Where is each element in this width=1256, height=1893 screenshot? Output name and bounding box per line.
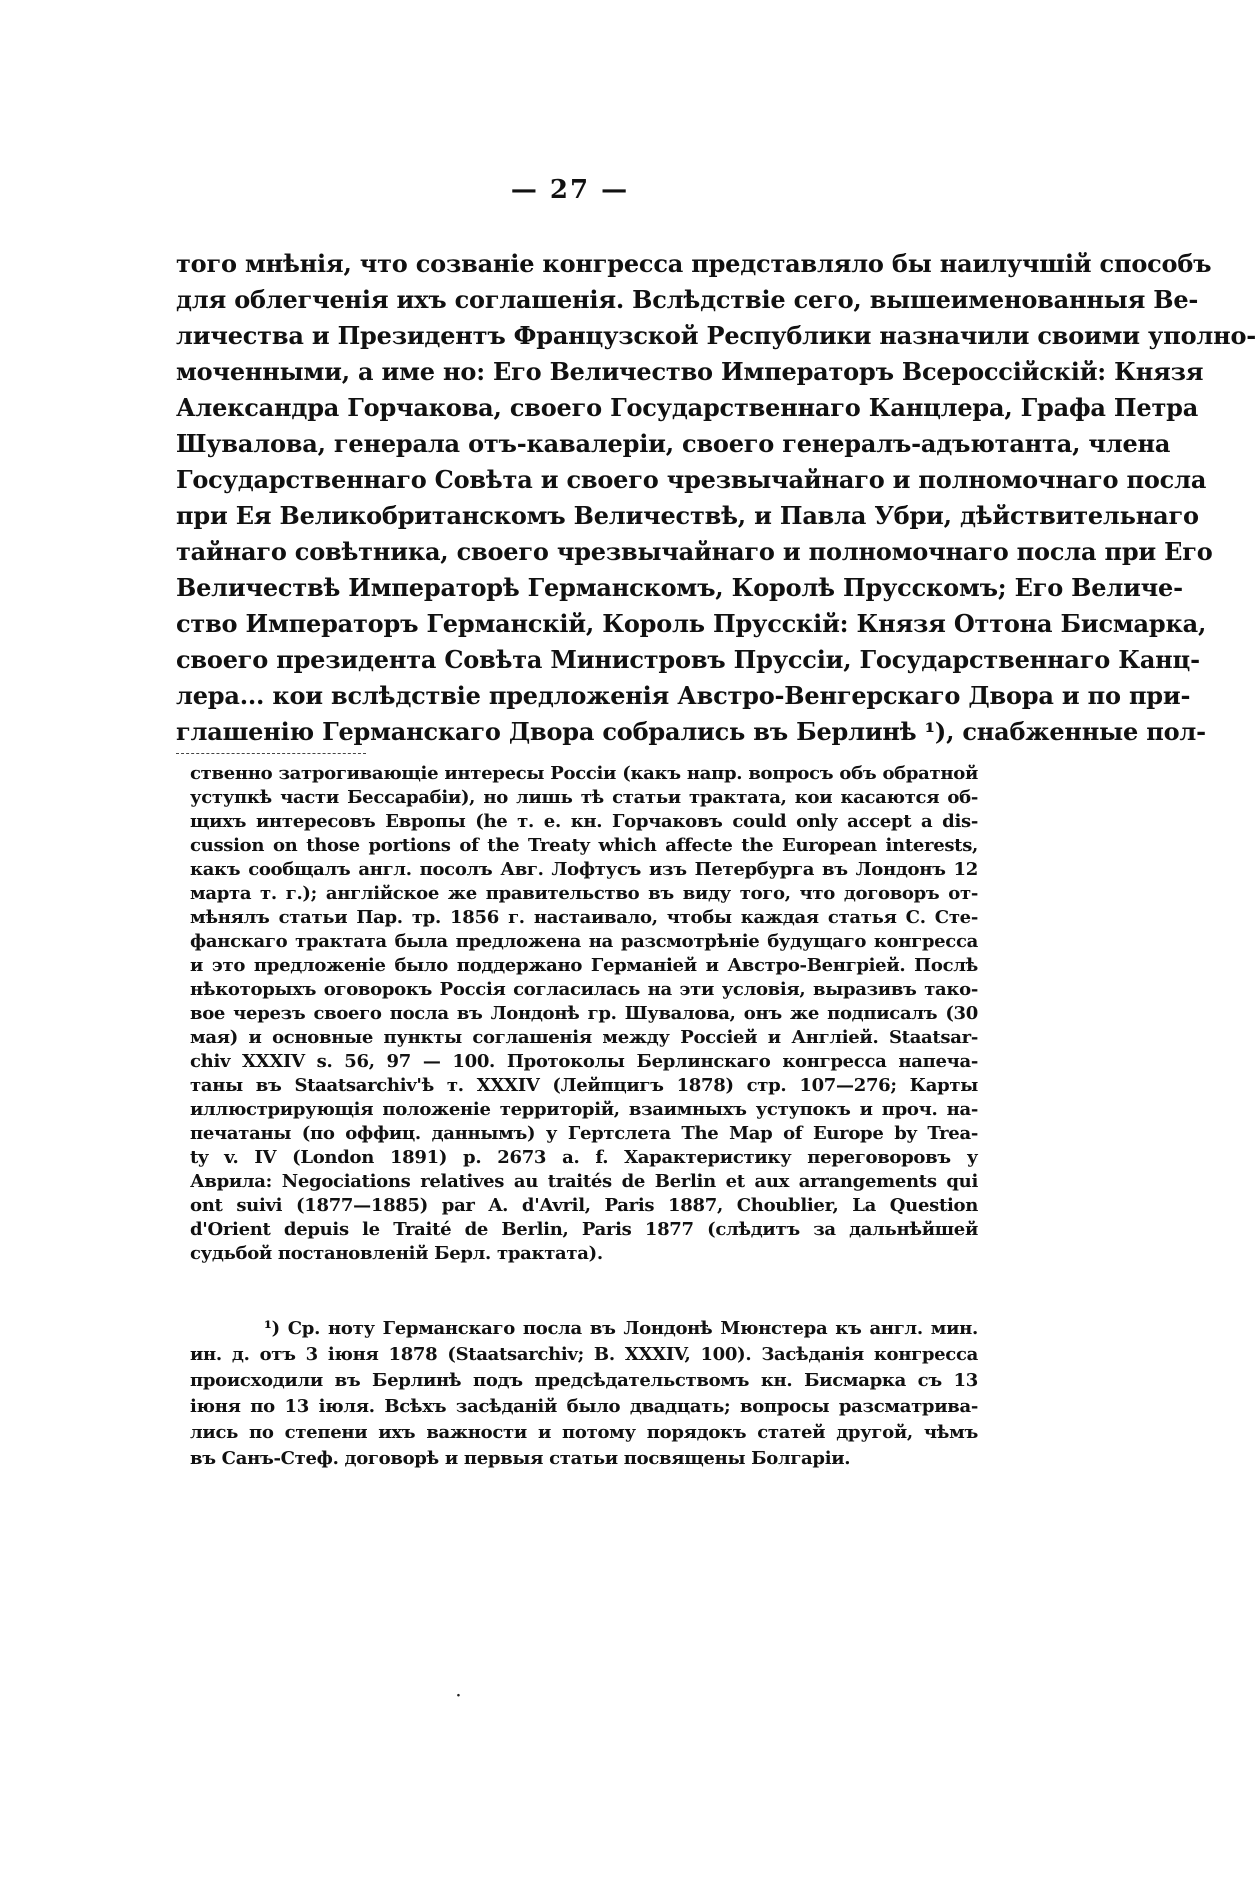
footnote-line: d'Orient depuis le Traité de Berlin, Paris 1877 (слѣдитъ за дальнѣйшей <box>190 1219 978 1240</box>
footnote-line: іюня по 13 іюля. Всѣхъ засѣданій было двадцать; вопросы разсматрива- <box>190 1396 978 1417</box>
page-number: — 27 — <box>510 175 630 205</box>
footnote-line: ¹) Ср. ноту Германскаго посла въ Лондонѣ Мюнстера къ англ. мин. <box>264 1318 978 1339</box>
footnote-line: мая) и основные пункты соглашенія между Россіей и Англіей. Staatsar- <box>190 1027 978 1048</box>
main-text-line: Величествѣ Императорѣ Германскомъ, Королѣ Прусскомъ; Его Величе- <box>176 573 1183 602</box>
footnote-line: иллюстрирующія положеніе территорій, взаимныхъ уступокъ и проч. на- <box>190 1099 978 1120</box>
footnote-line: уступкѣ части Бессарабіи), но лишь тѣ статьи трактата, кои касаются об- <box>190 787 978 808</box>
footnote-line: происходили въ Берлинѣ подъ предсѣдательствомъ кн. Бисмарка съ 13 <box>190 1370 978 1391</box>
main-text-line: при Ея Великобританскомъ Величествѣ, и Павла Убри, дѣйствительнаго <box>176 501 1199 530</box>
footnote-line: лись по степени ихъ важности и потому порядокъ статей другой, чѣмъ <box>190 1422 978 1443</box>
footnote-line: ont suivi (1877—1885) par A. d'Avril, Paris 1887, Choublier, La Question <box>190 1195 978 1216</box>
footnote-line: судьбой постановленій Берл. трактата). <box>190 1243 603 1264</box>
footnote-line: въ Санъ-Стеф. договорѣ и первыя статьи посвящены Болгаріи. <box>190 1448 851 1469</box>
footnote-line: вое черезъ своего посла въ Лондонѣ гр. Шувалова, онъ же подписалъ (30 <box>190 1003 978 1024</box>
footnote-line: мѣнялъ статьи Пар. тр. 1856 г. настаивало, чтобы каждая статья С. Сте- <box>190 907 978 928</box>
footnote-line: щихъ интересовъ Европы (he т. е. кн. Горчаковъ could only accept a dis- <box>190 811 978 832</box>
footnote-line: chiv XXXIV s. 56, 97 — 100. Протоколы Берлинскаго конгресса напеча- <box>190 1051 978 1072</box>
main-text-line: лера... кои вслѣдствіе предложенія Австро-Венгерскаго Двора и по при- <box>176 681 1191 710</box>
main-text-line: Государственнаго Совѣта и своего чрезвычайнаго и полномочнаго посла <box>176 465 1207 494</box>
footnote-line: и это предложеніе было поддержано Германіей и Австро-Венгріей. Послѣ <box>190 955 978 976</box>
main-text-line: для облегченія ихъ соглашенія. Вслѣдствіе сего, вышеименованныя Ве- <box>176 285 1199 314</box>
main-text-line: тайнаго совѣтника, своего чрезвычайнаго и полномочнаго посла при Его <box>176 537 1213 566</box>
main-text <box>176 246 1256 750</box>
footnote-1 <box>190 1316 978 1472</box>
main-text-line: ство Императоръ Германскій, Король Прусскій: Князя Оттона Бисмарка, <box>176 609 1207 638</box>
main-text-line: Шувалова, генерала отъ-кавалеріи, своего генералъ-адъютанта, члена <box>176 429 1171 458</box>
footnote-line: нѣкоторыхъ оговорокъ Россія согласилась на эти условія, выразивъ тако- <box>190 979 978 1000</box>
footnote-line: cussion on those portions of the Treaty which affecte the European interests, <box>190 835 978 856</box>
footnote-line: фанскаго трактата была предложена на разсмотрѣніе будущаго конгресса <box>190 931 978 952</box>
footnote-line: марта т. г.); англійское же правительство въ виду того, что договоръ от- <box>190 883 978 904</box>
main-text-line: глашенію Германскаго Двора собрались въ Берлинѣ ¹), снабженные пол- <box>176 717 1206 746</box>
footnote-line: ty v. IV (London 1891) p. 2673 a. f. Характеристику переговоровъ у <box>190 1147 978 1168</box>
main-text-line: своего президента Совѣта Министровъ Пруссіи, Государственнаго Канц- <box>176 645 1200 674</box>
footnote-continuation <box>190 762 978 1266</box>
main-text-line: личества и Президентъ Французской Республики назначили своими уполно- <box>176 321 1256 350</box>
footnote-line: ственно затрогивающіе интересы Россіи (какъ напр. вопросъ объ обратной <box>190 763 978 784</box>
footnote-line: какъ сообщалъ англ. посолъ Авг. Лофтусъ изъ Петербурга въ Лондонъ 12 <box>190 859 978 880</box>
main-text-line: моченными, а име но: Его Величество Императоръ Всероссійскій: Князя <box>176 357 1204 386</box>
footnote-line: ин. д. отъ 3 іюня 1878 (Staatsarchiv; B. XXXIV, 100). Засѣданія конгресса <box>190 1344 978 1365</box>
main-text-line: того мнѣнія, что созваніе конгресса представляло бы наилучшій способъ <box>176 249 1212 278</box>
footnote-line: таны въ Staatsarchiv'ѣ т. XXXIV (Лейпцигъ 1878) стр. 107—276; Карты <box>190 1075 978 1096</box>
footnote-line: Аврила: Negociations relatives au traités de Berlin et aux arrangements qui <box>190 1171 978 1192</box>
footnote-line: печатаны (по оффиц. даннымъ) у Гертслета The Map of Europe by Trea- <box>190 1123 978 1144</box>
footnote-separator <box>176 753 366 754</box>
ink-speck: · <box>456 1688 461 1704</box>
main-text-line: Александра Горчакова, своего Государственнаго Канцлера, Графа Петра <box>176 393 1199 422</box>
